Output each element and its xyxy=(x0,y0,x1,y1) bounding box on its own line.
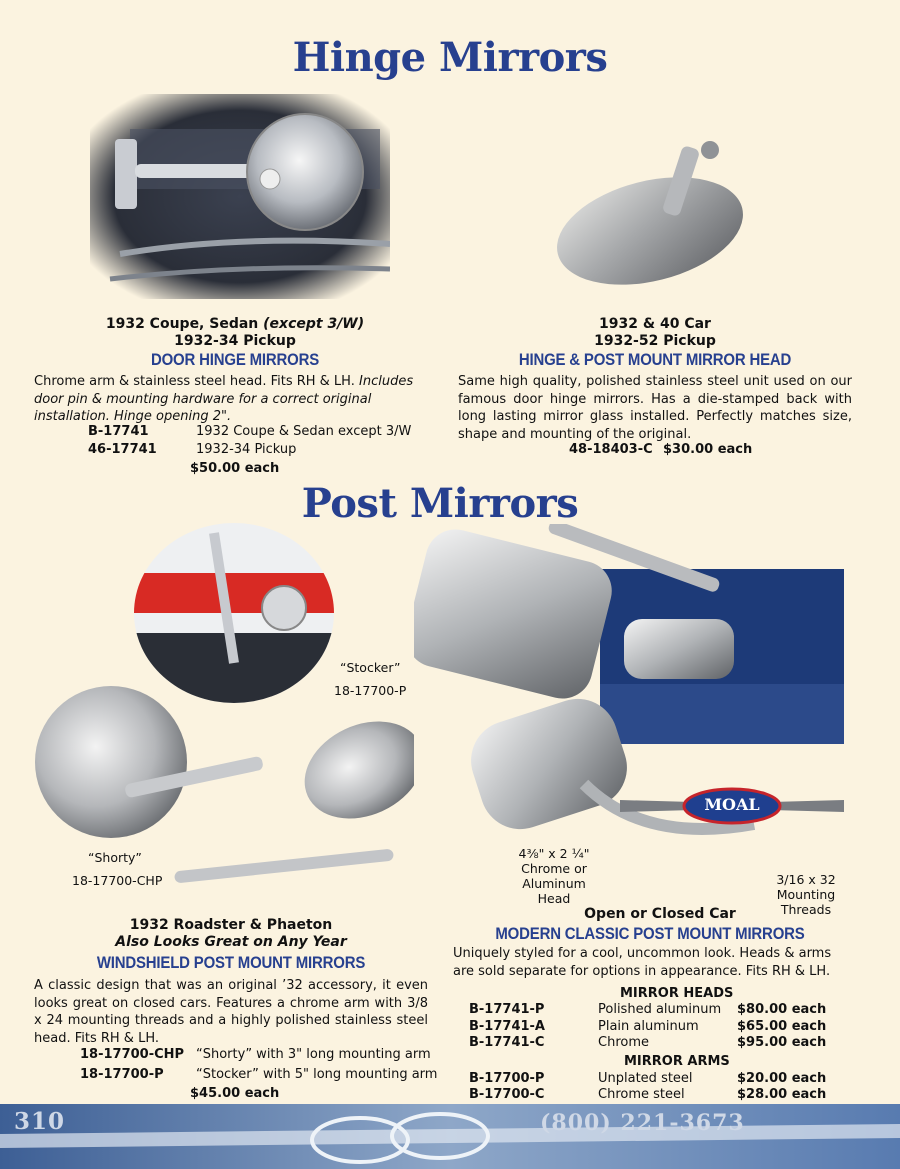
part-description: 1932 Coupe & Sedan except 3/W xyxy=(196,424,412,439)
caption-line: Chrome or xyxy=(521,861,587,876)
fitment-line: 1932 Coupe, Sedan xyxy=(105,316,259,332)
modern-classic-fitment: Open or Closed Car xyxy=(584,906,736,922)
part-number: B-17700-P xyxy=(469,1071,545,1086)
fitment-exception: (except 3/W) xyxy=(263,316,365,332)
caption-line: Aluminum xyxy=(522,876,586,891)
part-number: B-17741-A xyxy=(469,1019,545,1034)
part-description: Polished aluminum xyxy=(598,1002,722,1017)
caption-line: Threads xyxy=(780,902,832,917)
post-mirrors-heading: Post Mirrors xyxy=(301,480,579,527)
mirror-head-fitment xyxy=(460,316,850,350)
part-description: Chrome steel xyxy=(598,1087,685,1102)
caption-line: 4⅜" x 2 ¼" xyxy=(518,846,590,861)
price: $95.00 each xyxy=(737,1035,827,1050)
description-italic: Includes door pin & mounting hardware for a correct original installation. Hinge opening 2". xyxy=(34,374,414,424)
description-text: Chrome arm & stainless steel head. Fits RH & LH. xyxy=(34,374,355,389)
part-number: B-17741-C xyxy=(469,1035,545,1050)
caption-line: Mounting xyxy=(776,887,836,902)
modern-classic-description: Uniquely styled for a cool, uncommon look. Heads & arms are sold separate for options in appearance. Fits RH & LH. xyxy=(453,946,832,979)
price: $65.00 each xyxy=(737,1019,827,1034)
hinge-mirrors-heading: Hinge Mirrors xyxy=(292,34,608,81)
mirror-head-description: Same high quality, polished stainless steel unit used on our famous door hinge mirrors. Has a die-stamped back with long lasting mirror glass installed. Perfectly matches size, shape and mounting of the original. xyxy=(458,374,852,442)
mirror-arms-heading: MIRROR ARMS xyxy=(624,1054,730,1069)
price: $50.00 each xyxy=(190,461,280,476)
part-number: 48-18403-C xyxy=(569,442,653,457)
stocker-name: “Stocker” xyxy=(340,660,401,675)
door-hinge-mirrors-title: DOOR HINGE MIRRORS xyxy=(150,350,320,369)
part-description: Chrome xyxy=(598,1035,649,1050)
windshield-fitment xyxy=(36,917,426,951)
stocker-mirror-photo xyxy=(134,523,334,703)
price: $80.00 each xyxy=(737,1002,827,1017)
door-hinge-description xyxy=(34,373,430,426)
fitment-line: 1932 & 40 Car xyxy=(599,316,711,332)
fitment-line: 1932-52 Pickup xyxy=(594,333,716,349)
price: $45.00 each xyxy=(190,1086,280,1101)
part-number: B-17741-P xyxy=(469,1002,545,1017)
modern-classic-title: MODERN CLASSIC POST MOUNT MIRRORS xyxy=(495,924,805,943)
page-number: 310 xyxy=(14,1108,66,1135)
fitment-line: 1932 Roadster & Phaeton xyxy=(129,917,333,933)
part-number: 18-17700-CHP xyxy=(80,1047,185,1062)
part-number: B-17700-C xyxy=(469,1087,545,1102)
mirror-head-photo xyxy=(552,136,752,286)
mirror-heads-heading: MIRROR HEADS xyxy=(620,986,734,1001)
part-description: Unplated steel xyxy=(598,1071,693,1086)
price: $30.00 each xyxy=(663,442,753,457)
part-description: “Shorty” with 3" long mounting arm xyxy=(196,1047,431,1062)
moal-logo-text: MOAL xyxy=(704,795,760,814)
footer-band xyxy=(0,1104,900,1169)
phone-number: (800) 221-3673 xyxy=(540,1110,745,1136)
windshield-description: A classic design that was an original ’32 accessory, it even looks great on closed cars. Features a chrome arm with 3/8 x 24 mounting threads and a highly polished stainless steel head. Fits RH & LH. xyxy=(34,978,428,1046)
part-number: 18-17700-P xyxy=(80,1067,164,1082)
head-size-caption xyxy=(510,846,598,906)
price: $20.00 each xyxy=(737,1071,827,1086)
part-number: 46-17741 xyxy=(88,442,157,457)
fitment-line: Also Looks Great on Any Year xyxy=(115,934,347,950)
part-description: Plain aluminum xyxy=(598,1019,699,1034)
door-hinge-mirror-photo xyxy=(90,94,390,299)
part-description: 1932-34 Pickup xyxy=(196,442,297,457)
moal-logo xyxy=(618,786,846,826)
hinge-post-mount-title: HINGE & POST MOUNT MIRROR HEAD xyxy=(518,350,792,369)
shorty-part-number: 18-17700-CHP xyxy=(72,873,163,888)
fitment-line: 1932-34 Pickup xyxy=(174,333,296,349)
shorty-name: “Shorty” xyxy=(88,850,142,865)
caption-line: Head xyxy=(537,891,571,906)
caption-line: 3/16 x 32 xyxy=(776,872,836,887)
windshield-post-mount-title: WINDSHIELD POST MOUNT MIRRORS xyxy=(96,953,366,972)
part-number: B-17741 xyxy=(88,424,149,439)
stocker-part-number: 18-17700-P xyxy=(334,683,407,698)
part-description: “Stocker” with 5" long mounting arm xyxy=(196,1067,438,1082)
threads-caption xyxy=(770,872,842,917)
door-hinge-fitment xyxy=(40,316,430,350)
price: $28.00 each xyxy=(737,1087,827,1102)
